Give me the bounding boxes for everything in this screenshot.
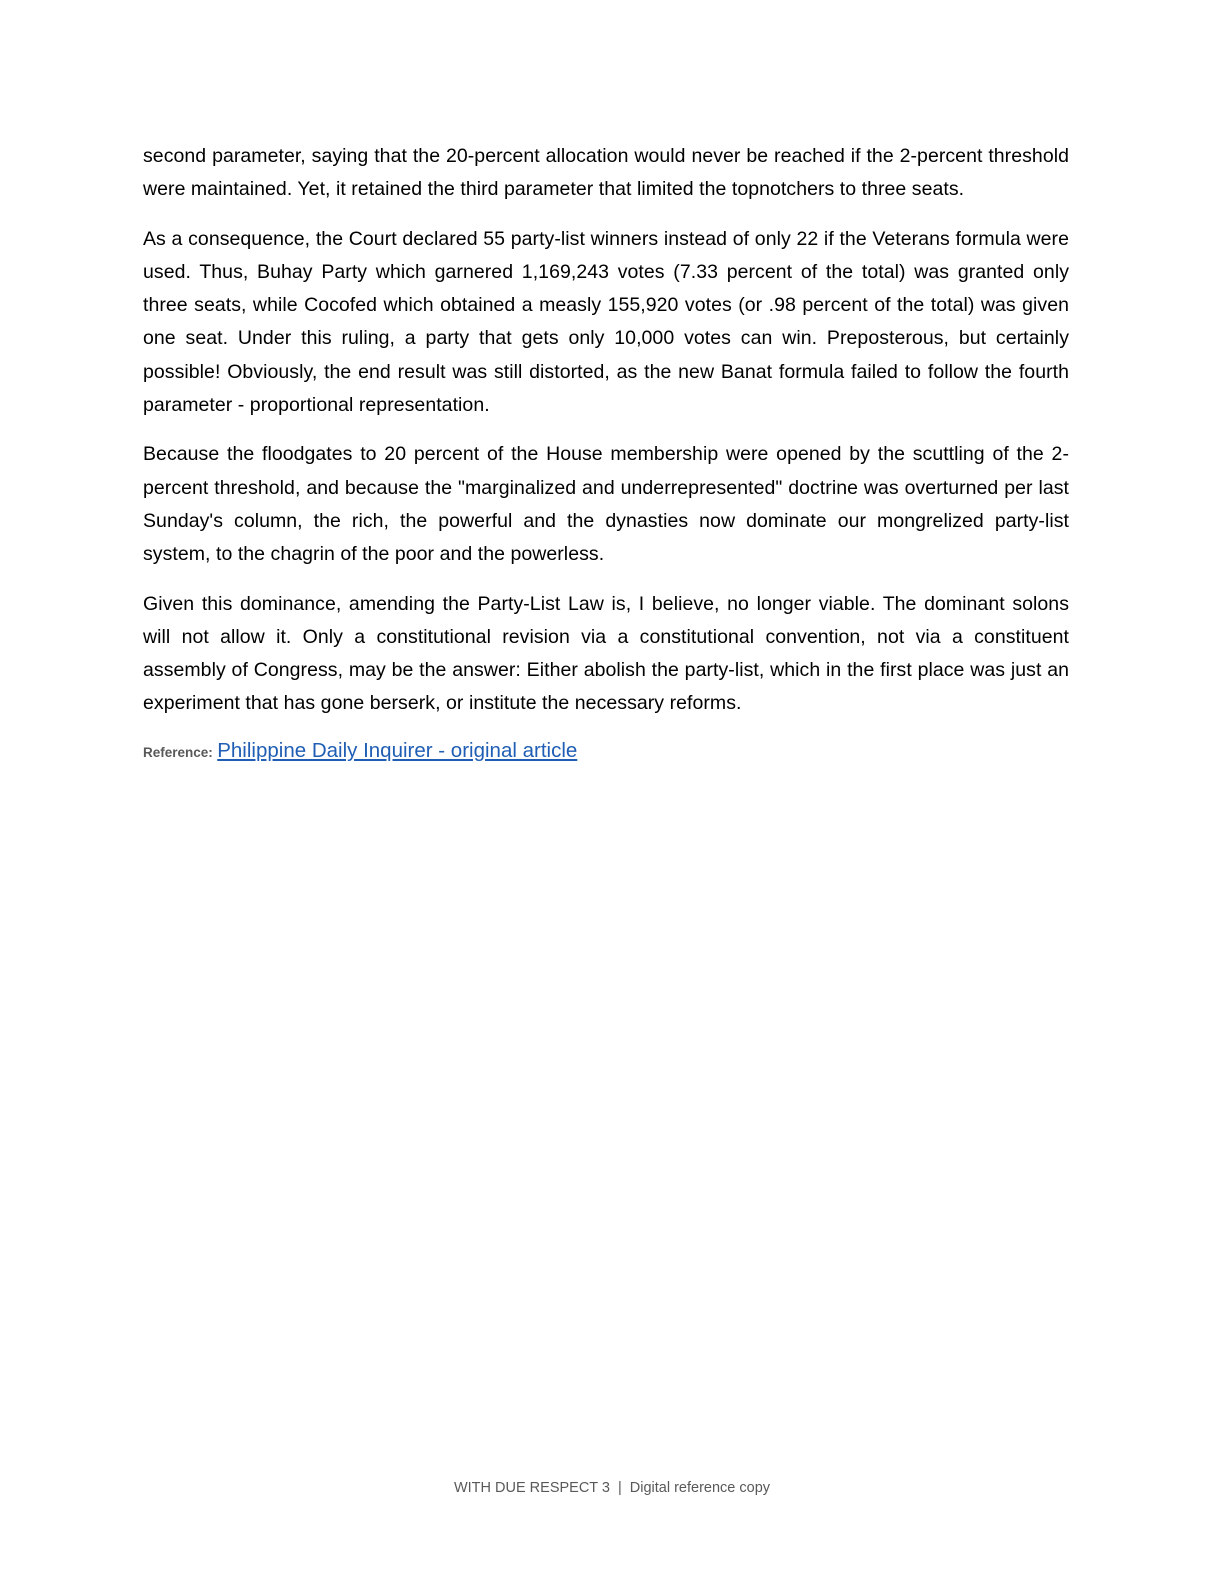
footer-note: Digital reference copy bbox=[629, 1480, 771, 1496]
paragraph-3: Because the floodgates to 20 percent of the House membership were opened by the scuttling of the 2-percent threshold, and because the "marginalized and underrepresented" doctrine was overturned per last Sunday's column, the rich, the powerful and the dynasties now dominate our mongrelized party-list system, to the chagrin of the poor and the powerless. bbox=[143, 443, 1069, 566]
reference-label: Reference: bbox=[143, 744, 213, 760]
paragraph-2: As a consequence, the Court declared 55 party-list winners instead of only 22 if the Veterans formula were used. Thus, Buhay Party which garnered 1,169,243 votes (7.33 percent of the total) was granted only three seats, while Cocofed which obtained a measly 155,920 votes (or .98 percent of the total) was given one seat. Under this ruling, a party that gets only 10,000 votes can win. Preposterous, but certainly possible! Obviously, the end result was still distorted, as the new Banat formula failed to follow the fourth parameter - proportional representation. bbox=[143, 227, 1069, 417]
page-footer bbox=[0, 1478, 1224, 1498]
footer-title: WITH DUE RESPECT 3 bbox=[453, 1480, 610, 1496]
footer-separator: | bbox=[618, 1480, 622, 1496]
article-body bbox=[143, 140, 1069, 767]
paragraph-1: second parameter, saying that the 20-percent allocation would never be reached if the 2-percent threshold were maintained. Yet, it retained the third parameter that limited the topnotchers to three seats. bbox=[143, 145, 1069, 201]
paragraph-4: Given this dominance, amending the Party-List Law is, I believe, no longer viable. The dominant solons will not allow it. Only a constitutional revision via a constitutional convention, not via a constituent assembly of Congress, may be the answer: Either abolish the party-list, which in the first place was just an experiment that has gone berserk, or institute the necessary reforms. bbox=[143, 592, 1069, 715]
reference-link[interactable]: Philippine Daily Inquirer - original article bbox=[217, 738, 578, 762]
reference-line bbox=[143, 737, 1069, 767]
